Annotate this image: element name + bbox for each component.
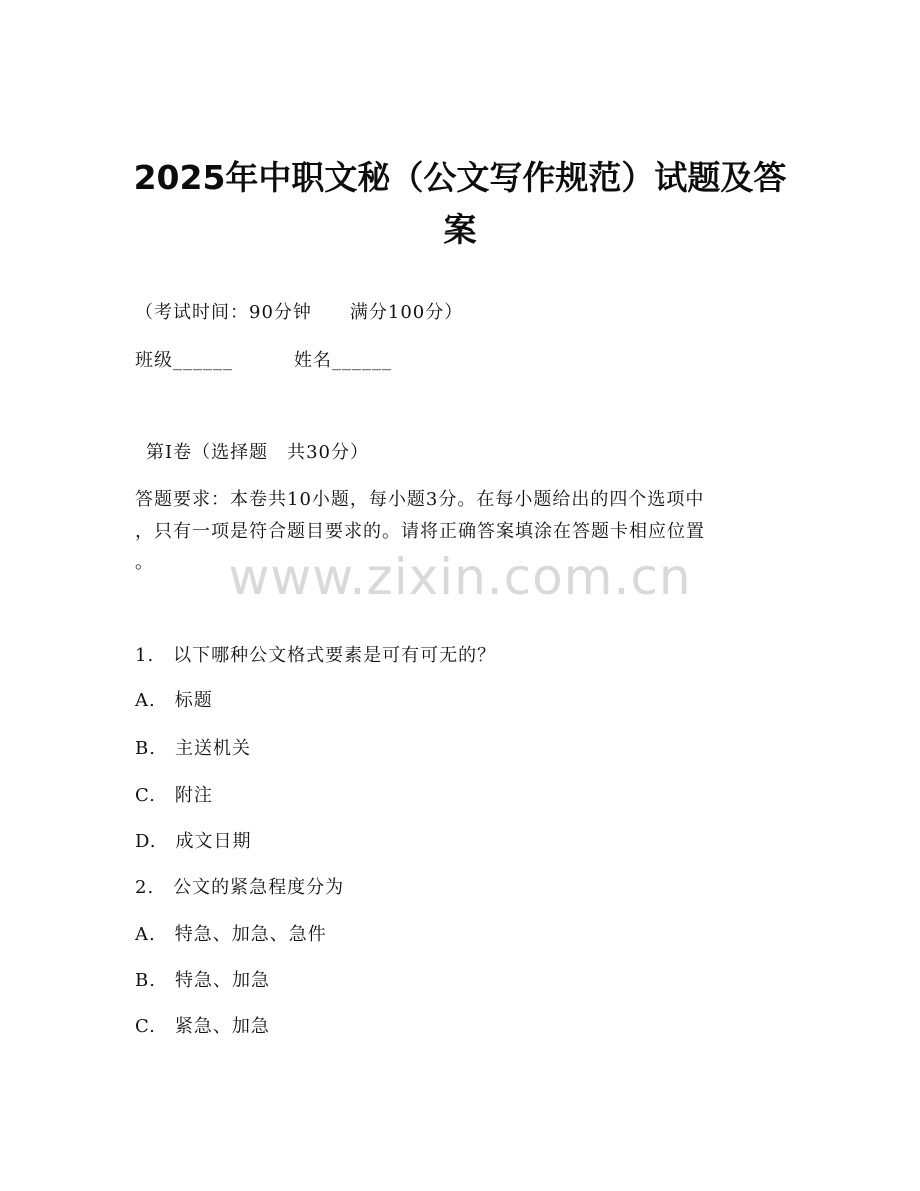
question-2-option-a: A. 特急、加急、急件 [135, 924, 327, 945]
document-title: 2025年中职文秘（公文写作规范）试题及答 [133, 158, 787, 197]
name-field-label: 姓名______ [294, 350, 392, 371]
instructions-line-1: 答题要求：本卷共10小题，每小题3分。在每小题给出的四个选项中 [135, 489, 705, 510]
question-2-option-c: C. 紧急、加急 [135, 1016, 270, 1037]
exam-info: （考试时间：90分钟 满分100分） [135, 302, 464, 323]
document-title-continued: 案 [443, 210, 477, 249]
class-field-label: 班级______ [135, 350, 233, 371]
question-1-option-c: C. 附注 [135, 785, 213, 806]
question-1-option-a: A. 标题 [135, 690, 213, 711]
section-title: 第Ⅰ卷（选择题 共30分） [146, 442, 370, 463]
question-2-option-b: B. 特急、加急 [135, 970, 270, 991]
question-1-option-d: D. 成文日期 [135, 831, 252, 852]
question-1-option-b: B. 主送机关 [135, 738, 251, 759]
instructions-line-3: 。 [135, 552, 154, 573]
question-2-stem: 2. 公文的紧急程度分为 [135, 877, 345, 898]
instructions-line-2: ，只有一项是符合题目要求的。请将正确答案填涂在答题卡相应位置 [135, 521, 705, 542]
watermark: www.zixin.com.cn [228, 548, 692, 606]
question-1-stem: 1. 以下哪种公文格式要素是可有可无的？ [135, 645, 497, 666]
